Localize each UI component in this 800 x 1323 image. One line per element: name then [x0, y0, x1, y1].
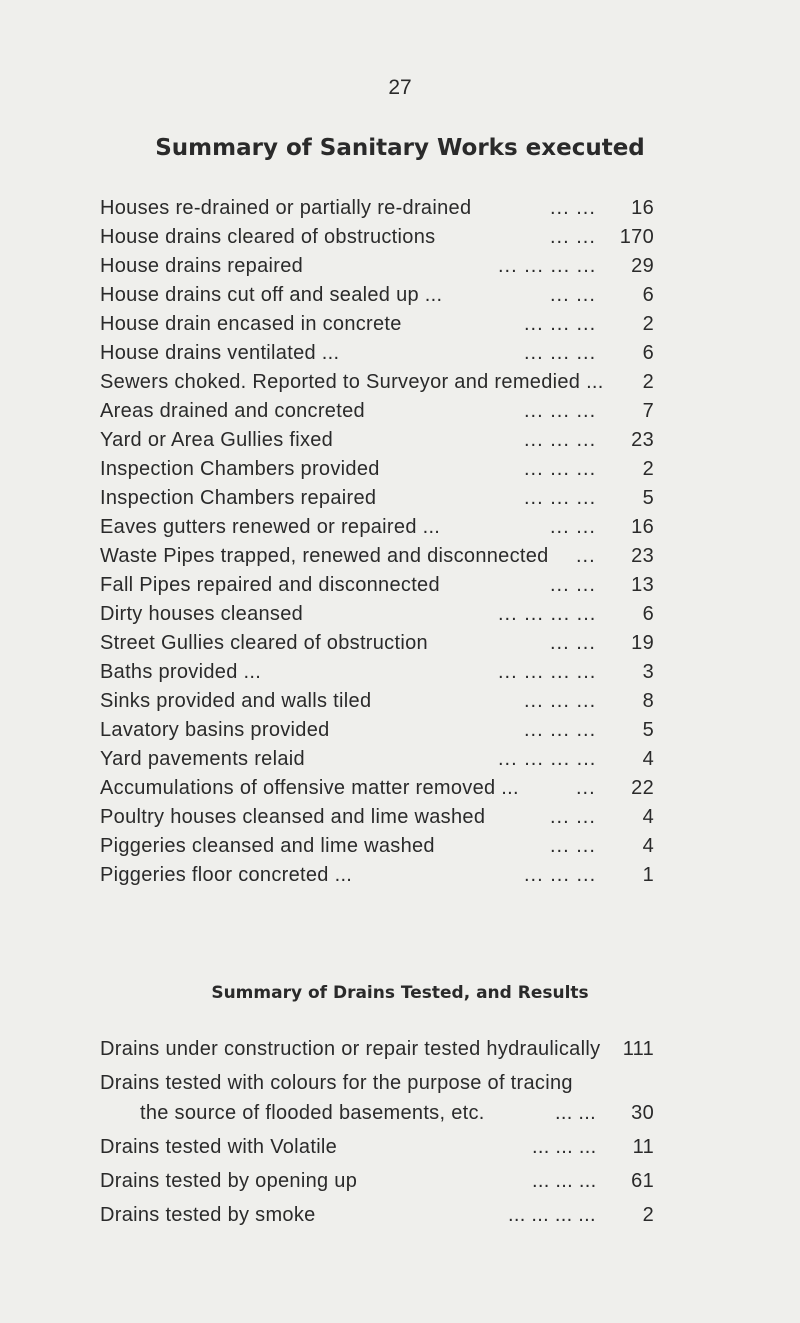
works-row: [100, 542, 654, 571]
leader-dots: ... ...: [550, 574, 596, 596]
works-row-label: Accumulations of offensive matter removed ...: [100, 777, 519, 799]
drains-row-value: 61: [631, 1170, 654, 1192]
works-row-value: 29: [631, 255, 654, 277]
works-row: [100, 861, 654, 890]
drains-row-label: Drains tested by smoke: [100, 1204, 316, 1226]
drains-row-value: 30: [631, 1102, 654, 1124]
works-section-title: Summary of Sanitary Works executed: [155, 135, 645, 161]
works-row-value: 5: [642, 719, 654, 741]
works-row-label: Lavatory basins provided: [100, 719, 330, 741]
sanitary-works-list: [100, 194, 654, 890]
works-row-value: 4: [642, 806, 654, 828]
drains-row: [100, 1034, 654, 1064]
works-row-value: 2: [642, 313, 654, 335]
leader-dots: ...: [576, 545, 596, 567]
works-row: [100, 339, 654, 368]
drains-row-value: 2: [642, 1204, 654, 1226]
drains-row-label: Drains tested with Volatile: [100, 1136, 338, 1158]
works-row-value: 6: [642, 284, 654, 306]
works-row: [100, 426, 654, 455]
works-row-value: 22: [631, 777, 654, 799]
works-row: [100, 658, 654, 687]
drains-section-title: Summary of Drains Tested, and Results: [211, 983, 589, 1003]
drains-row-value: 111: [622, 1038, 654, 1060]
works-row-label: House drains cleared of obstructions: [100, 226, 436, 248]
leader-dots: ... ... ...: [524, 487, 597, 509]
leader-dots: ... ... ...: [532, 1136, 597, 1158]
works-row-value: 23: [631, 429, 654, 451]
works-row-value: 2: [642, 458, 654, 480]
works-row: [100, 687, 654, 716]
leader-dots: ... ... ...: [524, 458, 597, 480]
drains-row: [100, 1166, 654, 1196]
works-row: [100, 455, 654, 484]
leader-dots: ... ...: [550, 632, 596, 654]
works-row-label: Baths provided ...: [100, 661, 262, 683]
leader-dots: ... ...: [550, 806, 596, 828]
leader-dots: ... ... ...: [524, 342, 597, 364]
works-row: [100, 513, 654, 542]
works-row-label: House drain encased in concrete: [100, 313, 402, 335]
leader-dots: ... ... ...: [524, 719, 597, 741]
works-row: [100, 745, 654, 774]
drains-row: [100, 1068, 654, 1128]
drains-row-label-continued: the source of flooded basements, etc.: [140, 1102, 485, 1124]
leader-dots: ... ...: [555, 1102, 596, 1124]
leader-dots: ...: [576, 777, 596, 799]
leader-dots: ... ...: [550, 835, 596, 857]
works-row-value: 7: [642, 400, 654, 422]
works-row: [100, 600, 654, 629]
works-row-label: Fall Pipes repaired and disconnected: [100, 574, 440, 596]
drains-row: [100, 1132, 654, 1162]
works-row-value: 170: [619, 226, 654, 248]
works-row: [100, 310, 654, 339]
works-row-label: Poultry houses cleansed and lime washed: [100, 806, 486, 828]
leader-dots: ... ... ...: [524, 400, 597, 422]
works-row: [100, 832, 654, 861]
leader-dots: ... ...: [550, 284, 596, 306]
works-row: [100, 223, 654, 252]
works-row-value: 13: [631, 574, 654, 596]
drains-row-label: Drains under construction or repair tested hydraulically: [100, 1038, 601, 1060]
works-row-label: Inspection Chambers repaired: [100, 487, 377, 509]
works-row-label: Yard pavements relaid: [100, 748, 305, 770]
works-row-value: 16: [631, 516, 654, 538]
leader-dots: ... ...: [550, 197, 596, 219]
page-number: 27: [388, 76, 412, 99]
works-row-label: House drains repaired: [100, 255, 304, 277]
leader-dots: ... ... ... ...: [498, 661, 597, 683]
works-row-value: 1: [642, 864, 654, 886]
works-row: [100, 571, 654, 600]
drains-tested-list: [100, 1034, 654, 1234]
works-row-value: 3: [642, 661, 654, 683]
drains-row-label: Drains tested by opening up: [100, 1170, 358, 1192]
drains-row: [100, 1200, 654, 1230]
works-row-label: Piggeries cleansed and lime washed: [100, 835, 435, 857]
works-row-value: 4: [642, 835, 654, 857]
leader-dots: ... ... ... ...: [498, 748, 597, 770]
works-row-value: 6: [642, 342, 654, 364]
works-row-label: Houses re-drained or partially re-drained: [100, 197, 472, 219]
works-row-label: House drains cut off and sealed up ...: [100, 284, 443, 306]
leader-dots: ... ... ...: [524, 690, 597, 712]
works-row-value: 2: [642, 371, 654, 393]
works-row: [100, 803, 654, 832]
leader-dots: ... ... ... ...: [498, 255, 597, 277]
leader-dots: ... ...: [550, 516, 596, 538]
works-row-value: 5: [642, 487, 654, 509]
works-row-label: Dirty houses cleansed: [100, 603, 304, 625]
works-row: [100, 252, 654, 281]
works-row-value: 6: [642, 603, 654, 625]
works-row: [100, 716, 654, 745]
works-row-label: House drains ventilated ...: [100, 342, 340, 364]
works-row-label: Sinks provided and walls tiled: [100, 690, 372, 712]
works-row-label: Eaves gutters renewed or repaired ...: [100, 516, 441, 538]
leader-dots: ... ... ...: [524, 864, 597, 886]
leader-dots: ... ... ... ...: [498, 603, 597, 625]
works-row: [100, 774, 654, 803]
works-row: [100, 397, 654, 426]
works-row: [100, 281, 654, 310]
leader-dots: ... ... ...: [524, 429, 597, 451]
works-row-value: 4: [642, 748, 654, 770]
leader-dots: ... ... ...: [532, 1170, 597, 1192]
works-row-label: Sewers choked. Reported to Surveyor and remedied ...: [100, 371, 604, 393]
works-row: [100, 629, 654, 658]
works-row-label: Inspection Chambers provided: [100, 458, 380, 480]
leader-dots: ... ... ... ...: [508, 1204, 596, 1226]
works-row-label: Yard or Area Gullies fixed: [100, 429, 334, 451]
drains-row-value: 11: [632, 1136, 654, 1158]
leader-dots: ... ...: [550, 226, 596, 248]
works-row-value: 19: [631, 632, 654, 654]
works-row-value: 23: [631, 545, 654, 567]
leader-dots: ... ... ...: [524, 313, 597, 335]
works-row: [100, 484, 654, 513]
works-row-value: 8: [642, 690, 654, 712]
works-row-label: Waste Pipes trapped, renewed and disconnected: [100, 545, 549, 567]
works-row-label: Piggeries floor concreted ...: [100, 864, 353, 886]
drains-row-label: Drains tested with colours for the purpose of tracing: [100, 1072, 573, 1094]
works-row-value: 16: [631, 197, 654, 219]
works-row-label: Street Gullies cleared of obstruction: [100, 632, 428, 654]
works-row-label: Areas drained and concreted: [100, 400, 365, 422]
works-row: [100, 368, 654, 397]
works-row: [100, 194, 654, 223]
